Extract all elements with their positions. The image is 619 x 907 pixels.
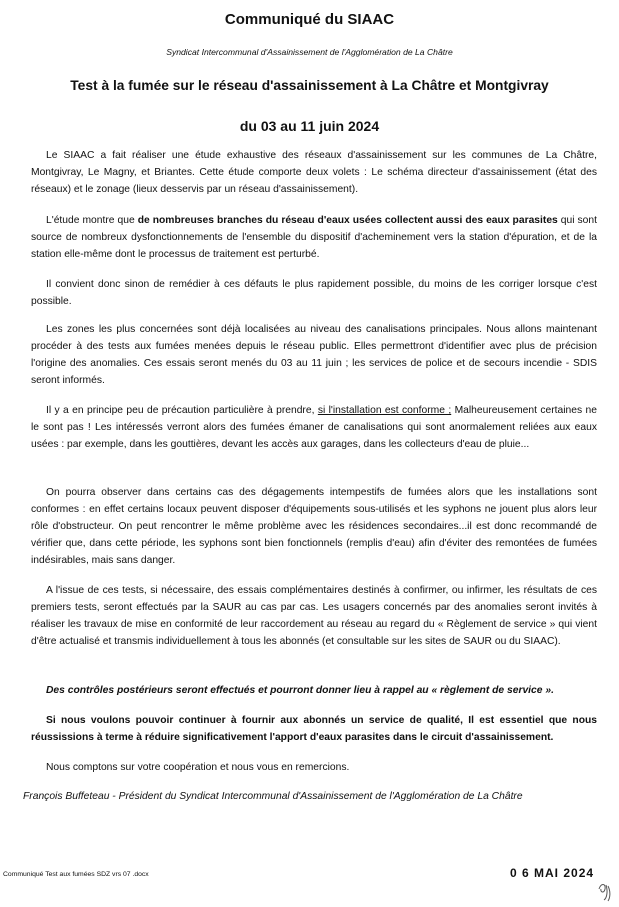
signature-line	[23, 788, 589, 805]
paragraph-9-text: Si nous voulons pouvoir continuer à fournir aux abonnés un service de qualité, Il est essentiel que nous réussissions à terme à réduire significativement l'apport d'eaux parasites dans le circuit d'assainissement.	[31, 715, 597, 743]
handwritten-paraph-icon	[596, 880, 614, 902]
paragraph-4-text: Les zones les plus concernées sont déjà localisées au niveau des canalisations principales. Nous allons maintenant procéder à des tests aux fumées menées depuis le réseau public. Elles permettront d'identifier avec plus de précision l'origine des anomalies. Ces essais seront menés du 03 au 11 juin ; les services de police et de secours incendie - SDIS seront informés.	[31, 324, 597, 386]
paragraph-7	[31, 582, 597, 650]
paragraph-5-underlined: si l'installation est conforme ;	[317, 405, 452, 416]
document-subtitle: Syndicat Intercommunal d'Assainissement de l'Agglomération de La Châtre	[166, 47, 453, 57]
paragraph-8	[31, 682, 597, 699]
document-title: Communiqué du SIAAC	[224, 11, 395, 28]
headline: Test à la fumée sur le réseau d'assainissement à La Châtre et Montgivray	[70, 78, 549, 93]
paragraph-2-rest: qui sont source de nombreux dysfonctionnements de l'ensemble du dispositif d'acheminement vers la station d'épuration, et de la station elle-même dont le processus de traitement est perturbé.	[31, 215, 597, 260]
paragraph-5-rest: Malheureusement certaines ne le sont pas ! Les intéressés verront alors des fumées émaner de canalisations qui sont anormalement reliées aux eaux usées : par exemple, dans les gouttières, devant les accès aux garages, dans les collecteurs d'eau de pluie...	[31, 405, 597, 450]
footer-filename: Communiqué Test aux fumées SDZ vrs 07 .docx	[3, 871, 149, 878]
paragraph-9	[31, 712, 597, 746]
paragraph-3-text: Il convient donc sinon de remédier à ces défauts le plus rapidement possible, du moins de les corriger lorsque c'est possible.	[31, 279, 597, 307]
paragraph-8-text: Des contrôles postérieurs seront effectués et pourront donner lieu à rappel au « règlement de service ».	[46, 685, 554, 696]
paragraph-2-emphasis: de nombreuses branches du réseau d'eaux usées collectent aussi des eaux parasites	[137, 215, 558, 226]
date-stamp: 0 6 MAI 2024	[510, 866, 595, 880]
paragraph-4	[31, 321, 597, 389]
paragraph-2-intro: L'étude montre que	[46, 215, 138, 226]
paragraph-6	[31, 484, 597, 569]
signature-text: François Buffeteau - Président du Syndicat Intercommunal d'Assainissement de l'Agglomération de La Châtre	[23, 791, 523, 802]
paragraph-2	[31, 212, 597, 263]
paragraph-1-text: Le SIAAC a fait réaliser une étude exhaustive des réseaux d'assainissement sur les communes de La Châtre, Montgivray, Le Magny, et Briantes. Cette étude comporte deux volets : Le schéma directeur d'assainissement (état des réseaux) et le zonage (lieux desservis par un réseau d'assainissement).	[31, 150, 597, 195]
date-range: du 03 au 11 juin 2024	[239, 118, 380, 134]
paragraph-5	[31, 402, 597, 453]
paragraph-7-text: A l'issue de ces tests, si nécessaire, des essais complémentaires destinés à confirmer, ou infirmer, les résultats de ces premiers tests, seront effectués par la SAUR au cas par cas. Les usagers concernés par des anomalies seront invités à réaliser les travaux de mise en conformité de leur raccordement au réseau au regard du « Règlement de service » qui vient d'être actualisé et transmis individuellement à tous les abonnés (et consultable sur les sites de SAUR ou du SIAAC).	[31, 585, 597, 647]
paragraph-3	[31, 276, 597, 310]
paragraph-10	[31, 759, 597, 776]
paragraph-10-text: Nous comptons sur votre coopération et nous vous en remercions.	[46, 762, 350, 773]
paragraph-6-text: On pourra observer dans certains cas des dégagements intempestifs de fumées alors que les installations sont conformes : en effet certains locaux peuvent disposer d'équipements sous-utilisés et les syphons ne jouent plus alors leur rôle d'obstructeur. On peut rencontrer le même problème avec les résidences secondaires...il est donc recommandé de vérifier que, dans cette période, les syphons sont bien fonctionnels (remplis d'eau) afin d'éviter des remontées de fumées indésirables, mais sans danger.	[31, 487, 597, 566]
paragraph-1	[31, 147, 597, 198]
paragraph-5-intro: Il y a en principe peu de précaution particulière à prendre,	[46, 405, 318, 416]
